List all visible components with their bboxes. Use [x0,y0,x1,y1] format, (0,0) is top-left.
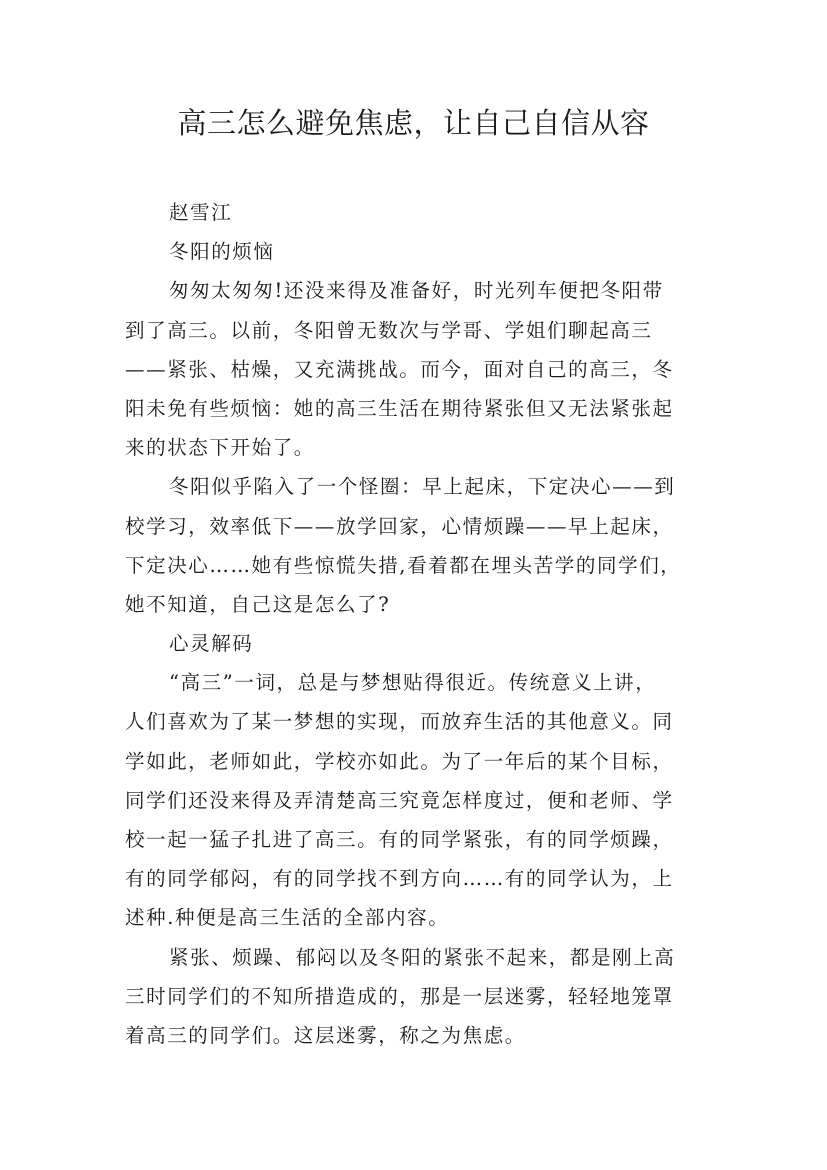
paragraph-line: 人们喜欢为了某一梦想的实现，而放弃生活的其他意义。同 [125,710,674,734]
paragraph-line: 到了高三。以前，冬阳曾无数次与学哥、学姐们聊起高三 [125,318,653,342]
paragraph-line: “高三”一词，总是与梦想贴得很近。传统意义上讲， [169,671,657,695]
paragraph-line: 紧张、烦躁、郁闷以及冬阳的紧张不起来，都是刚上高 [169,945,676,969]
paragraph-line: 学如此，老师如此，学校亦如此。为了一年后的某个目标， [125,749,674,773]
paragraph-line: 同学们还没来得及弄清楚高三究竟怎样度过，便和老师、学 [125,788,674,812]
paragraph-line: 三时同学们的不知所措造成的，那是一层迷雾，轻轻地笼罩 [125,984,674,1008]
paragraph [125,938,705,1056]
paragraph-line: 她不知道，自己这是怎么了? [125,592,391,616]
paragraph-line: 来的状态下开始了。 [125,436,315,460]
paragraph-line: 冬阳似乎陷入了一个怪圈：早上起床，下定决心——到 [169,475,676,499]
author-line: 赵雪江 [169,201,233,224]
paragraph-line: 着高三的同学们。这层迷雾，称之为焦虑。 [125,1023,526,1047]
paragraph-line: 述种.种便是高三生活的全部内容。 [125,906,450,930]
paragraph-line: 下定决心……她有些惊慌失措,看着都在埋头苦学的同学们， [125,553,682,577]
paragraph-line: ——紧张、枯燥，又充满挑战。而今，面对自己的高三，冬 [125,357,674,381]
section-heading: 冬阳的烦恼 [169,240,275,264]
paragraph [125,467,705,624]
document-body [125,193,705,1055]
paragraph-line: 有的同学郁闷，有的同学找不到方向……有的同学认为，上 [125,867,674,891]
paragraph [125,663,705,937]
paragraph-line: 校学习，效率低下——放学回家，心情烦躁——早上起床， [125,514,674,538]
document-title: 高三怎么避免焦虑，让自己自信从容 [177,106,650,140]
paragraph-line: 匆匆太匆匆!还没来得及准备好，时光列车便把冬阳带 [169,279,664,303]
paragraph [125,271,705,467]
paragraph-line: 校一起一猛子扎进了高三。有的同学紧张，有的同学烦躁， [125,828,674,851]
section-heading: 心灵解码 [169,632,254,656]
paragraph-line: 阳未免有些烦恼：她的高三生活在期待紧张但又无法紧张起 [125,396,674,420]
